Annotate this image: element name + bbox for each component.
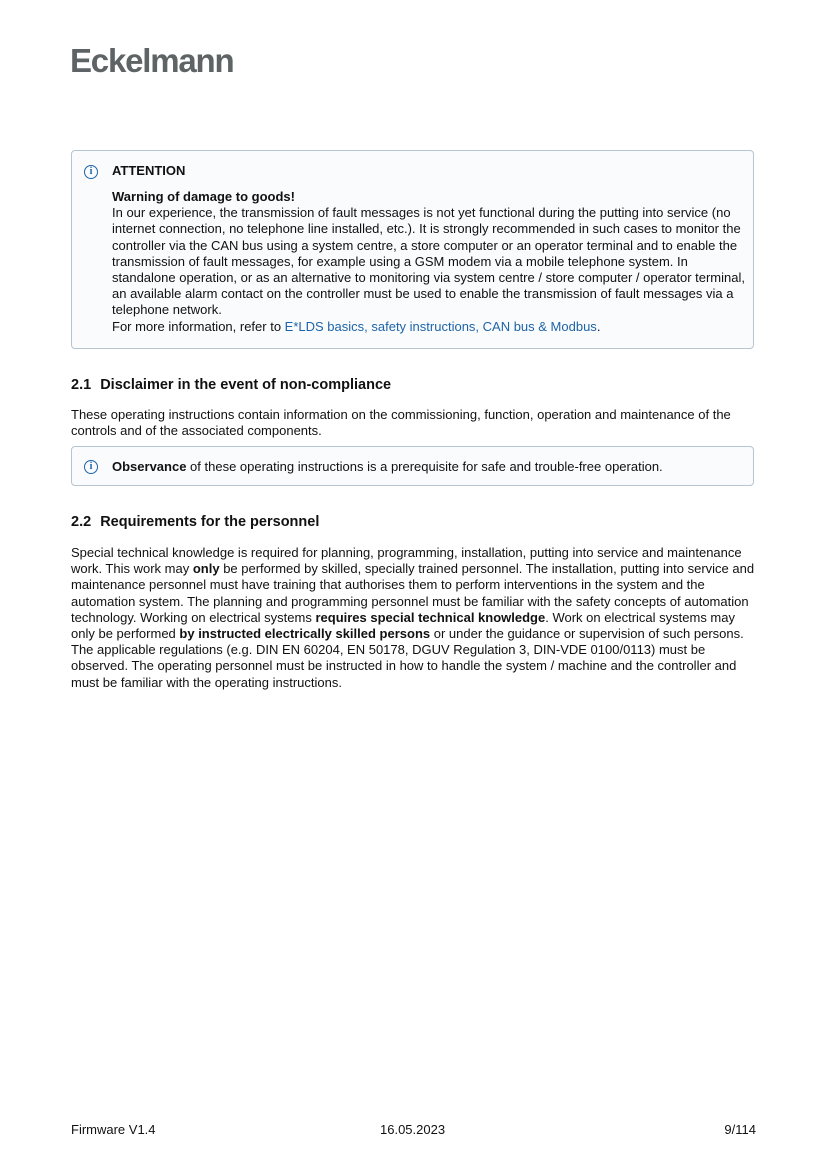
text-run: be performed by skilled, specially trained personnel. The installation, putting into service and maintenance personnel must have training that authorises them to perform interventions in the system and the automation system. The planning and programming personnel must be familiar with the safety concepts of automation technology. Working on electrical systems xyxy=(71,561,755,625)
info-icon: i xyxy=(84,165,98,179)
attention-body xyxy=(112,189,747,335)
bold-run: only xyxy=(192,561,220,577)
info-icon: i xyxy=(84,460,98,474)
note-text: of these operating instructions is a prerequisite for safe and trouble-free operation. xyxy=(186,459,663,474)
attention-subtitle: Warning of damage to goods! xyxy=(112,189,295,204)
attention-text: In our experience, the transmission of fault messages is not yet functional during the putting into service (no internet connection, no telephone line installed, etc.). It is strongly recommended in such cases to monitor the controller via the CAN bus using a system centre, a store computer or an operator terminal and to enable the transmission of fault messages, for example using a GSM modem via a mobile telephone system. In standalone operation, or as an alternative to monitoring via system centre / store computer / operator terminal, an available alarm contact on the controller must be used to enable the transmission of fault messages via a telephone network. xyxy=(112,205,745,318)
attention-box xyxy=(71,150,754,349)
section-heading-2-1 xyxy=(71,377,391,393)
footer-date: 16.05.2023 xyxy=(380,1122,446,1137)
observance-note xyxy=(71,446,754,486)
reference-link[interactable]: E*LDS basics, safety instructions, CAN bus & Modbus xyxy=(284,318,597,334)
more-info-suffix: . xyxy=(596,318,601,334)
note-body xyxy=(112,459,747,475)
note-bold: Observance xyxy=(112,459,187,474)
bold-run: by instructed electrically skilled persons xyxy=(179,626,431,642)
section-number: 2.2 xyxy=(71,514,92,530)
text-run: . Work on electrical systems may only be performed xyxy=(71,609,735,642)
section-title: Requirements for the personnel xyxy=(100,514,320,530)
section-number: 2.1 xyxy=(71,377,92,393)
attention-title: ATTENTION xyxy=(112,163,186,178)
section-heading-2-2 xyxy=(71,514,319,530)
footer-firmware: Firmware V1.4 xyxy=(71,1122,156,1137)
eckelmann-logo: Eckelmann xyxy=(70,42,234,79)
more-info-prefix: For more information, refer to xyxy=(112,318,285,334)
bold-run: requires special technical knowledge xyxy=(315,609,546,625)
section-2-2-text xyxy=(71,545,759,691)
section-2-1-text: These operating instructions contain information on the commissioning, function, operation and maintenance of the controls and of the associated components. xyxy=(71,407,731,439)
section-title: Disclaimer in the event of non-compliance xyxy=(100,377,392,393)
footer-page-number: 9/114 xyxy=(724,1122,756,1137)
text-run: or under the guidance or supervision of such persons. The applicable regulations (e.g. DIN EN 60204, EN 50178, DGUV Regulation 3, DIN-VDE 0100/0113) must be observed. The operating personnel must be instructed in how to handle the system / machine and the controller and must be familiar with the operating instructions. xyxy=(71,626,744,690)
text-run: Special technical knowledge is required for planning, programming, installation, putting into service and maintenance work. This work may xyxy=(71,545,742,577)
